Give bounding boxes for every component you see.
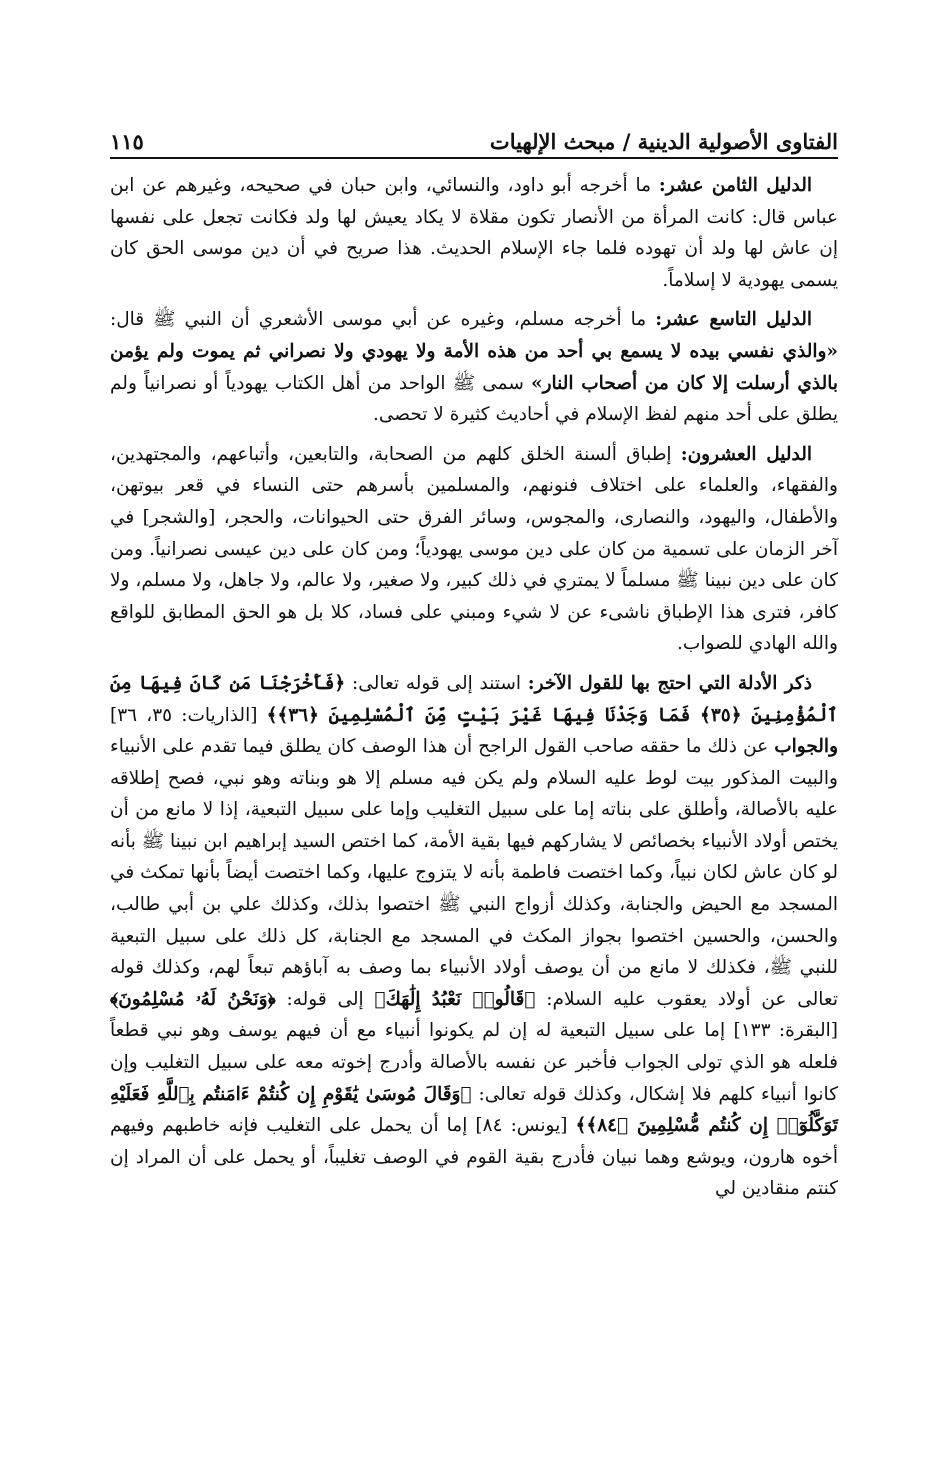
paragraph-lead: الدليل العشرون: <box>680 443 813 465</box>
running-title: الفتاوى الأصولية الدينية / مبحث الإلهيات <box>489 129 838 154</box>
paragraph-lead: الدليل التاسع عشر: <box>655 309 812 331</box>
paragraph-text: ما أخرجه مسلم، وغيره عن أبي موسى الأشعري أن النبي ﷺ قال: <box>110 309 656 331</box>
paragraph-text: [يونس: ٨٤] إما أن يحمل على التغليب فإنه خاطبهم وفيهم أخوه هارون، ويوشع وهما نبيان فأدرج بقية القوم في الوصف تغليباً، أو يحمل على أن المراد إن كنتم منقادين لي <box>110 1115 838 1200</box>
paragraph-text: [البقرة: ١٣٣] إما على سبيل التبعية له إن لم يكونوا أنبياء مع أن فيهم يوسف وهو نبي قطعاً فلعله هو الذي تولى الجواب فأخبر عن نفسه بالأصالة وأدرج إخوته معه على سبيل التغليب وإن كانوا أنبياء كلهم فلا إشكال، وكذلك قوله تعالى: <box>110 1020 838 1105</box>
paragraph-lead: الدليل الثامن عشر: <box>658 175 812 196</box>
page-number: ١١٥ <box>110 129 144 154</box>
paragraph-text: إلى قوله: <box>275 988 375 1010</box>
answer-label: والجواب <box>774 736 838 758</box>
paragraph-text: ما أخرجه أبو داود، والنسائي، وابن حبان في صحيحه، وغيرهم عن ابن عباس قال: كانت المرأة من الأنصار تكون مقلاة لا يكاد يعيش لها ولد فكانت تجعل على نفسها إن عاش لها ولد أن تهوده فلما جاء الإسلام الحديث. هذا صريح في أن دين موسى الحق كان يسمى يهودية لا إسلاماً. <box>110 175 838 291</box>
paragraph-text: إطباق ألسنة الخلق كلهم من الصحابة، والتابعين، وأتباعهم، والمجتهدين، والفقهاء، والعلماء على اختلاف فنونهم، والمسلمين بأسرهم حتى النساء في قعر بيوتهن، والأطفال، واليهود، والنصارى، والمجوس، وسائر الفرق حتى الحيوانات، والحجر، [والشجر] في آخر الزمان على تسمية من كان على دين موسى يهودياً؛ ومن كان على دين عيسى نصرانياً. ومن كان على دين نبينا ﷺ مسلماً لا يمتري في ذلك كبير، ولا صغير، ولا عالم، ولا جاهل، ولا مسلم، ولا كافر، فترى هذا الإطباق ناشىء عن لا شيء ومبني على فساد، كلا بل هو الحق المطابق للواقع والله الهادي للصواب. <box>110 443 838 655</box>
running-header <box>110 120 838 154</box>
paragraph-text: استند إلى قوله تعالى: <box>345 672 528 694</box>
quran-verse: ﴿وَنَحْنُ لَهُۥ مُسْلِمُونَ﴾ <box>110 988 276 1010</box>
paragraph-text: سمى ﷺ الواحد من أهل الكتاب يهودياً أو نصرانياً ولم يطلق على أحد منهم لفظ الإسلام في أحاديث كثيرة لا تحصى. <box>110 372 838 426</box>
paragraph-twentieth-proof <box>110 439 838 660</box>
body-text <box>110 170 838 1205</box>
header-rule <box>110 157 838 159</box>
quran-verse: ﴿وَقَالَ مُوسَىٰ يَٰقَوْمِ إِن كُنتُمْ ءَامَنتُم بِٱللَّهِ فَعَلَيْهِ تَوَكَّلُوٓا۟ إِن كُنتُم مُّسْلِمِينَ ﴿٨٤﴾﴾ <box>110 1083 839 1137</box>
quran-verse: ﴿فَأَخْرَجْنَا مَن كَانَ فِيهَا مِنَ ٱلْمُؤْمِنِينَ ﴿٣٥﴾ فَمَا وَجَدْنَا فِيهَا غَيْرَ بَيْتٍ مِّنَ ٱلْمُسْلِمِينَ ﴿٣٦﴾﴾ <box>110 672 838 726</box>
paragraph-text: عن ذلك ما حققه صاحب القول الراجح أن هذا الوصف كان يطلق فيما تقدم على الأنبياء والبيت المذكور بيت لوط عليه السلام ولم يكن فيه مسلم إلا هو وبناته وهو نبي، فصح إطلاقه عليه بالأصالة، وأطلق على بناته إما على سبيل التغليب وإما على سبيل التبعية، إذا لا مانع من أن يختص أولاد الأنبياء بخصائص لا يشاركهم فيها بقية الأمة، كما اختص السيد إبراهيم ابن نبينا ﷺ بأنه لو كان عاش لكان نبياً، وكما اختصت فاطمة بأنه لا يتزوج عليها، وكما اختصت أيضاً بأنها تمكث في المسجد مع الحيض والجنابة، وكذلك أزواج النبي ﷺ اختصوا بذلك، وكذلك علي بن أبي طالب، والحسن، والحسين اختصوا بجواز المكث في المسجد مع الجنابة، كل ذلك على سبيل التبعية للنبي ﷺ، فكذلك لا مانع من أن يوصف أولاد الأنبياء بما وصف به آباؤهم تبعاً لهم، وكذلك قوله تعالى عن أولاد يعقوب عليه السلام: <box>110 736 838 1010</box>
paragraph-nineteenth-proof <box>110 304 838 430</box>
paragraph-lead: ذكر الأدلة التي احتج بها للقول الآخر: <box>527 672 812 694</box>
verse-reference: [الذاريات: ٣٥، ٣٦] <box>110 704 267 726</box>
quran-verse: ﴿قَالُوا۟ نَعْبُدُ إِلَٰهَكَ﴾ <box>374 988 536 1010</box>
paragraph-opposing-proofs <box>110 668 838 1205</box>
paragraph-eighteenth-proof <box>110 170 838 296</box>
hadith-quote: «والذي نفسي بيده لا يسمع بي أحد من هذه الأمة ولا يهودي ولا نصراني ثم يموت ولم يؤمن بالذي أرسلت إلا كان من أصحاب النار» <box>110 340 838 394</box>
